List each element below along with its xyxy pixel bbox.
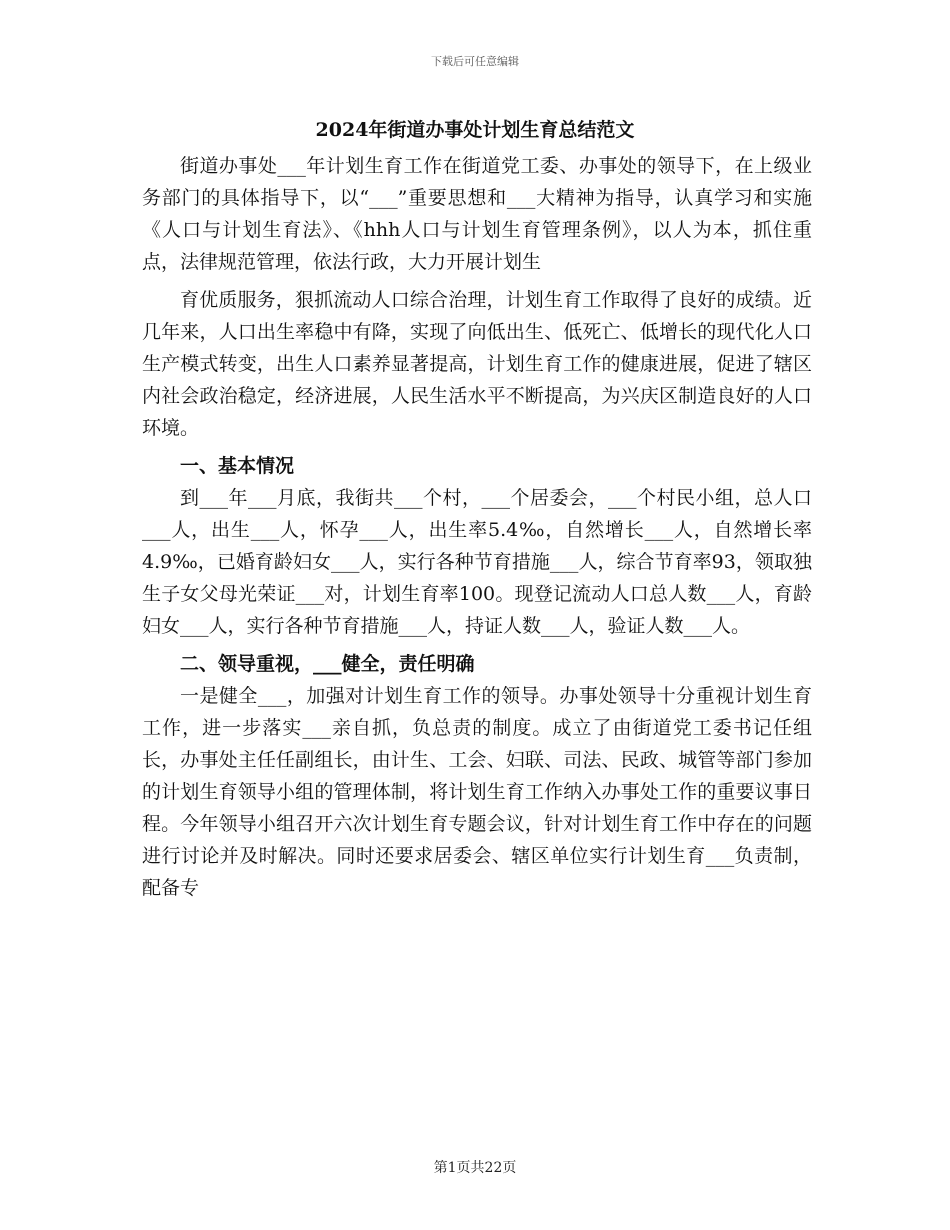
header-note: 下载后可任意编辑 [431, 55, 519, 68]
section-heading-leadership: 二、领导重视，___健全，责任明确 [180, 653, 475, 675]
document-body [142, 150, 812, 904]
intro-paragraph-2: 育优质服务，狠抓流动人口综合治理，计划生育工作取得了良好的成绩。近几年来，人口出生率稳中有降，实现了向低出生、低死亡、低增长的现代化人口生产模式转变，出生人口素养显著提高，计划生育工作的健康进展，促进了辖区内社会政治稳定，经济进展，人民生活水平不断提高，为兴庆区制造良好的人口环境。 [142, 289, 812, 439]
intro-paragraph-1: 街道办事处___年计划生育工作在街道党工委、办事处的领导下，在上级业务部门的具体指导下，以“___”重要思想和___大精神为指导，认真学习和实施《人口与计划生育法》、《hhh人口与计划生育管理条例》，以人为本，抓住重点，法律规范管理，依法行政，大力开展计划生 [142, 155, 812, 273]
document-title: 2024年街道办事处计划生育总结范文 [315, 119, 635, 141]
section-body-leadership: 一是健全___，加强对计划生育工作的领导。办事处领导十分重视计划生育工作，进一步落实___亲自抓，负总责的制度。成立了由街道党工委书记任组长，办事处主任任副组长，由计生、工会、妇联、司法、民政、城管等部门参加的计划生育领导小组的管理体制，将计划生育工作纳入办事处工作的重要议事日程。今年领导小组召开六次计划生育专题会议，针对计划生育工作中存在的问题进行讨论并及时解决。同时还要求居委会、辖区单位实行计划生育___负责制，配备专 [142, 685, 812, 899]
page-number: 第1页共22页 [433, 1160, 517, 1176]
section-body-basic-situation: 到___年___月底，我街共___个村，___个居委会，___个村民小组，总人口___人，出生___人，怀孕___人，出生率5.4‰，自然增长___人，自然增长率4.9‰，已婚育龄妇女___人，实行各种节育措施___人，综合节育率93，领取独生子女父母光荣证___对，计划生育率100。现登记流动人口总人数___人，育龄妇女___人，实行各种节育措施___人，持证人数___人，验证人数___人。 [142, 487, 812, 637]
section-heading-basic-situation: 一、基本情况 [180, 455, 295, 477]
